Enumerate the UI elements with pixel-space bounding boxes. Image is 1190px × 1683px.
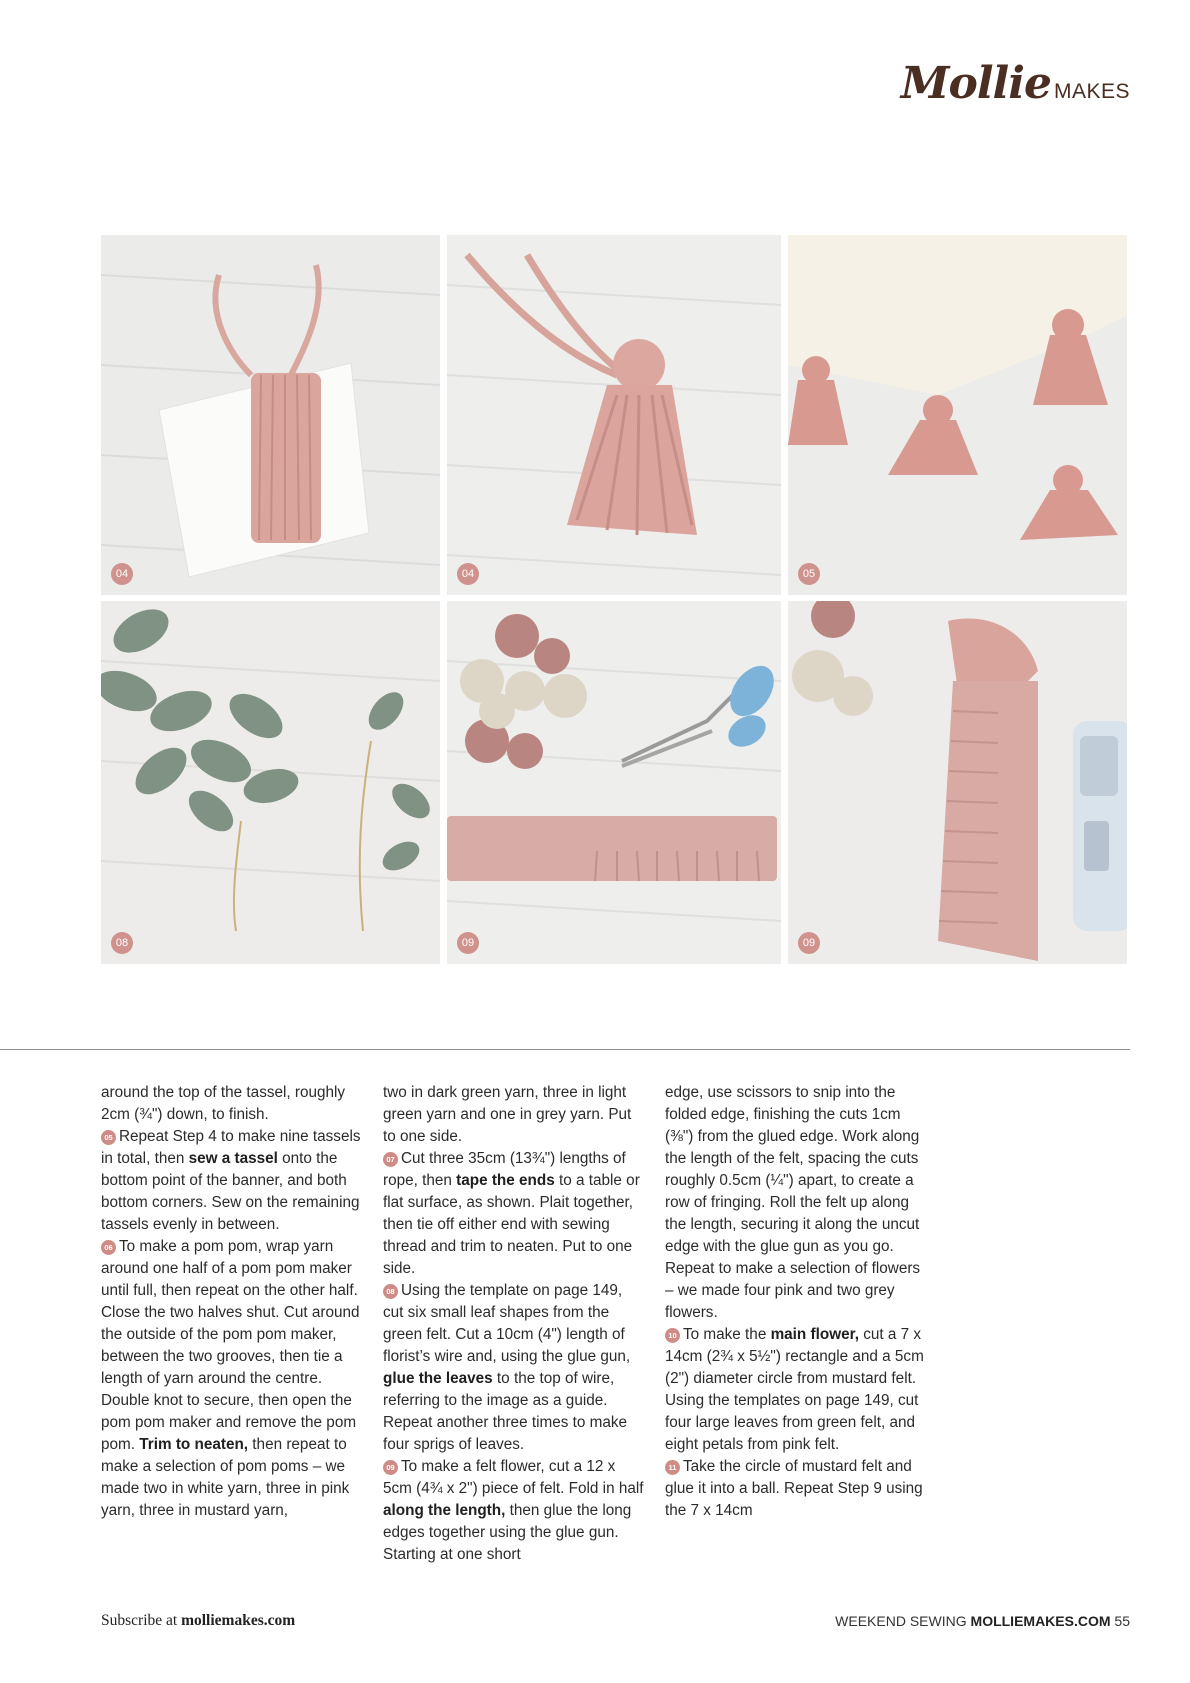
photo-felt-roll-gluegun	[788, 601, 1127, 964]
step-number-badge: 09	[383, 1460, 398, 1475]
photo-finished-tassel	[447, 235, 781, 595]
step-badge: 09	[457, 932, 479, 954]
logo-makes: MAKES	[1053, 80, 1130, 103]
step-paragraph: 05 Repeat Step 4 to make nine tassels in total, then sew a tassel onto the bottom point of the banner, and both bottom corners. Sew on the remaining tassels evenly in between.	[101, 1128, 361, 1233]
bold-phrase: Trim to neaten,	[139, 1436, 249, 1453]
bold-phrase: along the length,	[383, 1502, 506, 1519]
step-number-badge: 07	[383, 1152, 398, 1167]
body-paragraph: around the top of the tassel, roughly 2cm (¾") down, to finish.	[101, 1084, 346, 1123]
step-number-badge: 10	[665, 1328, 680, 1343]
step-badge: 04	[111, 563, 133, 585]
step-paragraph: 09 To make a felt flower, cut a 12 x 5cm (4¾ x 2") piece of felt. Fold in half along the length, then glue the long edges together using the glue gun. Starting at one short	[383, 1458, 644, 1563]
photo-tassel-card	[101, 235, 440, 595]
step-number-badge: 08	[383, 1284, 398, 1299]
footer-site[interactable]: MOLLIEMAKES.COM	[970, 1613, 1111, 1629]
subscribe-link[interactable]: molliemakes.com	[181, 1612, 296, 1629]
bold-phrase: sew a tassel	[188, 1150, 278, 1167]
step-paragraph: 07 Cut three 35cm (13¾") lengths of rope, then tape the ends to a table or flat surface, as shown. Plait together, then tie off either end with sewing thread and trim to neaten. Put to one side.	[383, 1150, 640, 1277]
page-number: 55	[1114, 1613, 1130, 1629]
footer-section: WEEKEND SEWING	[835, 1613, 971, 1629]
logo-script: Mollie	[900, 58, 1051, 109]
text-column-3	[665, 1082, 927, 1522]
step-number-badge: 11	[665, 1460, 680, 1475]
step-paragraph: 06 To make a pom pom, wrap yarn around one half of a pom pom maker until full, then repeat on the other half. Close the two halves shut. Cut around the outside of the pom pom maker, between the two grooves, then tie a length of yarn around the centre. Double knot to secure, then open the pom pom maker and remove the pom pom. Trim to neaten, then repeat to make a selection of pom poms – we made two in white yarn, three in pink yarn, three in mustard yarn,	[101, 1238, 360, 1519]
bold-phrase: main flower,	[770, 1326, 859, 1343]
step-paragraph: 10 To make the main flower, cut a 7 x 14cm (2¾ x 5½") rectangle and a 5cm (2") diameter circle from mustard felt. Using the templates on page 149, cut four large leaves from green felt, and eight petals from pink felt.	[665, 1326, 924, 1453]
step-paragraph: 08 Using the template on page 149, cut six small leaf shapes from the green felt. Cut a 10cm (4") length of florist’s wire and, using the glue gun, glue the leaves to the top of wire, referring to the image as a guide. Repeat another three times to make four sprigs of leaves.	[383, 1282, 631, 1453]
text-column-1	[101, 1082, 363, 1522]
body-paragraph: edge, use scissors to snip into the folded edge, finishing the cuts 1cm (⅜") from the glued edge. Work along the length of the felt, spacing the cuts roughly 0.5cm (¼") apart, to create a row of fringing. Roll the felt up along the length, securing it along the uncut edge with the glue gun as you go. Repeat to make a selection of flowers – we made four pink and two grey flowers.	[665, 1084, 921, 1321]
bold-phrase: tape the ends	[456, 1172, 555, 1189]
footer-folio	[835, 1613, 1130, 1629]
step-badge: 05	[798, 563, 820, 585]
step-badge: 09	[798, 932, 820, 954]
step-paragraph: 11 Take the circle of mustard felt and glue it into a ball. Repeat Step 9 using the 7 x 14cm	[665, 1458, 923, 1519]
step-badge: 04	[457, 563, 479, 585]
photo-felt-flowers-scissors	[447, 601, 781, 964]
section-divider	[0, 1049, 1130, 1050]
bold-phrase: glue the leaves	[383, 1370, 493, 1387]
brand-logo	[901, 58, 1130, 109]
body-paragraph: two in dark green yarn, three in light green yarn and one in grey yarn. Put to one side.	[383, 1084, 632, 1145]
photo-felt-leaves	[101, 601, 440, 964]
footer-subscribe	[101, 1612, 295, 1630]
step-number-badge: 06	[101, 1240, 116, 1255]
text-column-2	[383, 1082, 645, 1566]
step-number-badge: 05	[101, 1130, 116, 1145]
photo-banner-tassels	[788, 235, 1127, 595]
subscribe-prefix: Subscribe at	[101, 1612, 182, 1629]
step-badge: 08	[111, 932, 133, 954]
